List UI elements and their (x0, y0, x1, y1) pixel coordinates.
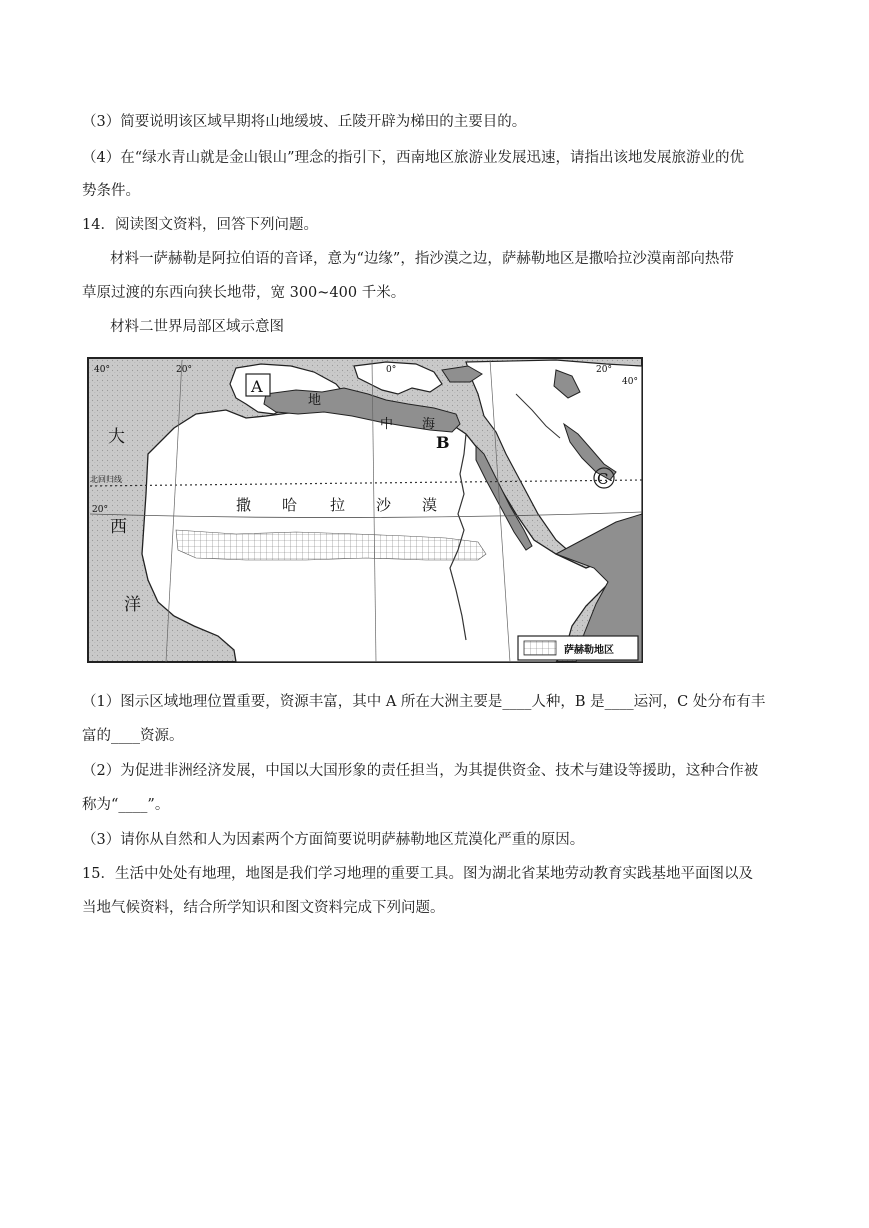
deg-label-20e: 20° (596, 365, 612, 375)
ocean-label-2: 西 (110, 517, 127, 537)
q13-sub3: （3）简要说明该区域早期将山地缓坡、丘陵开辟为梯田的主要目的。 (82, 114, 527, 130)
q14-stem: 14．阅读图文资料，回答下列问题。 (82, 217, 318, 233)
q14-sub2-line1: （2）为促进非洲经济发展，中国以大国形象的责任担当，为其提供资金、技术与建设等援助，这种合作被 (82, 763, 759, 779)
deg-label-20n: 20° (92, 505, 108, 515)
world-region-map (86, 354, 646, 666)
sea-label-zhong: 中 (380, 417, 394, 432)
legend-label: 萨赫勒地区 (564, 645, 614, 656)
q14-sub1-line2: 富的____资源。 (82, 728, 184, 744)
q14-material2-title: 材料二世界局部区域示意图 (110, 319, 284, 335)
deg-label-40w: 40° (94, 365, 110, 375)
legend-swatch (524, 641, 556, 655)
deg-label-20w: 20° (176, 365, 192, 375)
q13-sub4-line1: （4）在“绿水青山就是金山银山”理念的指引下，西南地区旅游业发展迅速，请指出该地发展旅游业的优 (82, 150, 745, 166)
desert-label-2: 哈 (282, 496, 298, 514)
q14-sub1-line1: （1）图示区域地理位置重要，资源丰富，其中 A 所在大洲主要是____人种，B 是____运河，C 处分布有丰 (82, 694, 766, 710)
ocean-label-1: 大 (108, 427, 125, 447)
q14-sub2-line2: 称为“____”。 (82, 797, 170, 813)
q14-material1-line1: 材料一萨赫勒是阿拉伯语的音译，意为“边缘”，指沙漠之边，萨赫勒地区是撒哈拉沙漠南部向热带 (110, 251, 734, 267)
q15-line1: 15．生活中处处有地理，地图是我们学习地理的重要工具。图为湖北省某地劳动教育实践基地平面图以及 (82, 866, 753, 882)
tropic-label: 北回归线 (90, 475, 122, 484)
marker-label-a: A (251, 377, 263, 396)
deg-label-0: 0° (386, 365, 397, 375)
sea-label-di: 地 (308, 393, 322, 408)
marker-label-c: C (597, 470, 609, 488)
ocean-label-3: 洋 (124, 595, 141, 615)
desert-label-5: 漠 (422, 496, 438, 514)
q14-sub3: （3）请你从自然和人为因素两个方面简要说明萨赫勒地区荒漠化严重的原因。 (82, 832, 585, 848)
desert-label-3: 拉 (330, 496, 346, 514)
q15-line2: 当地气候资料，结合所学知识和图文资料完成下列问题。 (82, 900, 445, 916)
marker-label-b: B (436, 433, 450, 452)
q13-sub4-line2: 势条件。 (82, 183, 140, 199)
deg-label-40e: 40° (622, 377, 638, 387)
q14-material1-line2: 草原过渡的东西向狭长地带，宽 300~400 千米。 (82, 285, 406, 301)
desert-label-1: 撒 (236, 496, 252, 514)
sea-label-hai: 海 (422, 417, 436, 432)
desert-label-4: 沙 (376, 496, 392, 514)
